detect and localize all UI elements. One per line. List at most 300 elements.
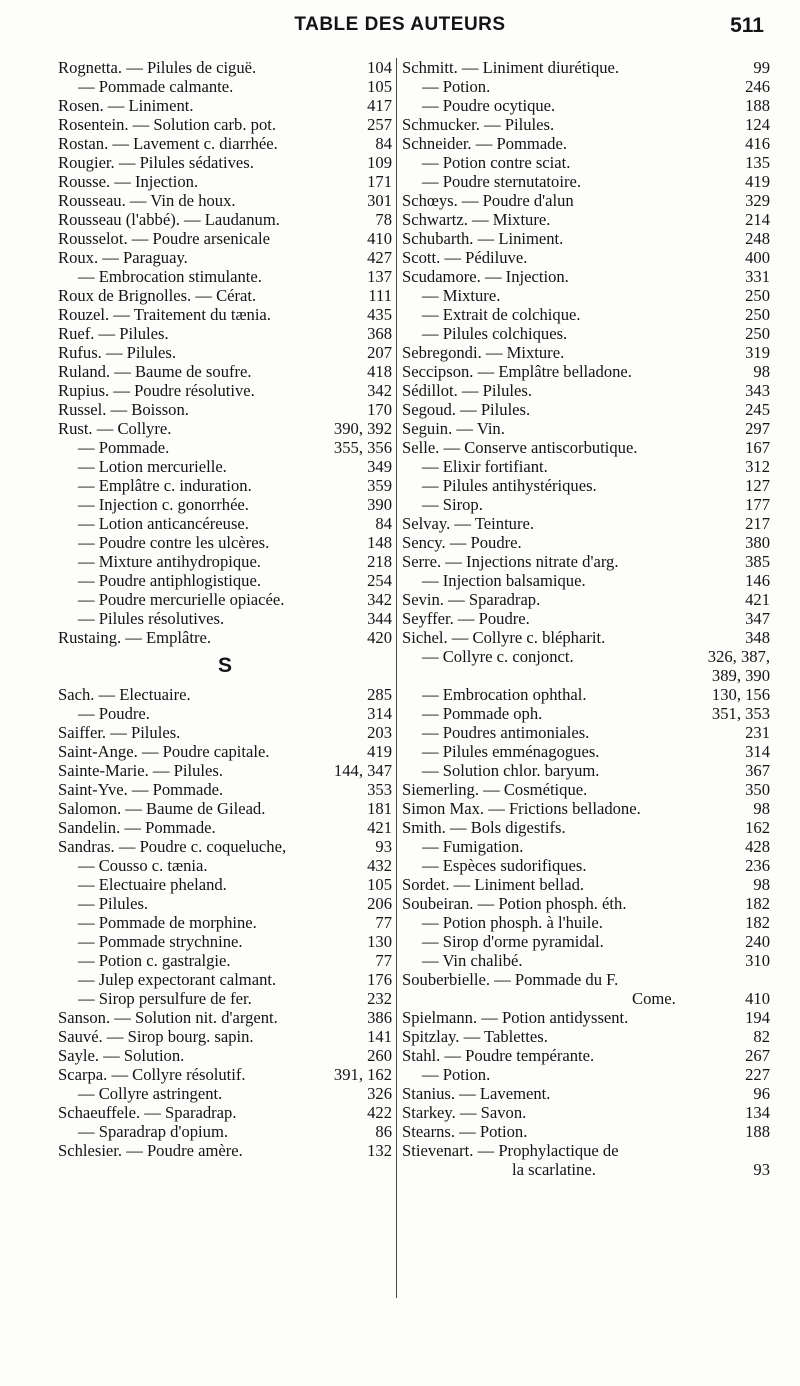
entry-text: Siemerling. — Cosmétique. xyxy=(402,780,588,799)
entry-page: 418 xyxy=(367,362,392,381)
index-entry xyxy=(402,647,770,666)
index-entry xyxy=(58,552,392,571)
entry-page: 420 xyxy=(367,628,392,647)
index-entry xyxy=(58,267,392,286)
index-entry xyxy=(58,400,392,419)
entry-page: 350 xyxy=(745,780,770,799)
entry-page: 385 xyxy=(745,552,770,571)
index-entry xyxy=(402,552,770,571)
entry-text: Sebregondi. — Mixture. xyxy=(402,343,565,362)
entry-page: 260 xyxy=(367,1046,392,1065)
entry-page: 329 xyxy=(745,191,770,210)
entry-page: 257 xyxy=(367,115,392,134)
index-entry xyxy=(402,723,770,742)
entry-page: 419 xyxy=(745,172,770,191)
index-entry xyxy=(58,77,392,96)
page-number: 511 xyxy=(730,14,764,37)
entry-page: 432 xyxy=(367,856,392,875)
entry-page: 167 xyxy=(745,438,770,457)
entry-page: 111 xyxy=(368,286,392,305)
entry-page: 98 xyxy=(753,799,770,818)
index-entry xyxy=(402,837,770,856)
index-entry xyxy=(402,153,770,172)
entry-page: 390 xyxy=(367,495,392,514)
index-entry xyxy=(402,324,770,343)
index-entry xyxy=(402,134,770,153)
entry-text: Schlesier. — Poudre amère. xyxy=(58,1141,243,1160)
entry-text: — Poudre sternutatoire. xyxy=(422,172,581,191)
entry-text: — Solution chlor. baryum. xyxy=(422,761,600,780)
entry-text: — Pilules résolutives. xyxy=(78,609,225,628)
entry-page: 78 xyxy=(375,210,392,229)
index-entry xyxy=(402,343,770,362)
entry-page: 105 xyxy=(367,77,392,96)
entry-text: Saint-Ange. — Poudre capitale. xyxy=(58,742,270,761)
entry-text: — Poudre antiphlogistique. xyxy=(78,571,261,590)
index-entry xyxy=(402,856,770,875)
index-entry xyxy=(402,362,770,381)
entry-page: 347 xyxy=(745,609,770,628)
entry-page: 355, 356 xyxy=(333,438,392,457)
index-entry xyxy=(402,1141,770,1160)
index-entry xyxy=(58,761,392,780)
entry-page: 109 xyxy=(367,153,392,172)
entry-text: Seguin. — Vin. xyxy=(402,419,505,438)
entry-text: Simon Max. — Frictions belladone. xyxy=(402,799,641,818)
index-entry xyxy=(402,381,770,400)
index-entry xyxy=(402,1046,770,1065)
section-letter: S xyxy=(217,654,232,677)
entry-page: 301 xyxy=(367,191,392,210)
entry-page: 246 xyxy=(745,77,770,96)
entry-page: 194 xyxy=(745,1008,770,1027)
index-entry xyxy=(58,343,392,362)
entry-text: Rougier. — Pilules sédatives. xyxy=(58,153,254,172)
entry-page: 236 xyxy=(745,856,770,875)
index-entry xyxy=(58,780,392,799)
index-entry xyxy=(402,457,770,476)
index-entry xyxy=(402,894,770,913)
entry-text: — Poudre. xyxy=(78,704,150,723)
entry-page: 84 xyxy=(375,134,392,153)
index-entry xyxy=(402,799,770,818)
entry-text: — Lotion anticancéreuse. xyxy=(78,514,249,533)
entry-text: — Electuaire pheland. xyxy=(78,875,227,894)
entry-text: Souberbielle. — Pommade du F. xyxy=(402,970,619,989)
index-entry xyxy=(58,210,392,229)
entry-page: 214 xyxy=(745,210,770,229)
entry-text: Schmucker. — Pilules. xyxy=(402,115,555,134)
entry-page: 421 xyxy=(745,590,770,609)
entry-page: 227 xyxy=(745,1065,770,1084)
entry-text: — Elixir fortifiant. xyxy=(422,457,548,476)
entry-text: — Embrocation stimulante. xyxy=(78,267,262,286)
index-entry xyxy=(402,666,770,685)
index-entry xyxy=(58,1065,392,1084)
entry-text: Rousseau. — Vin de houx. xyxy=(58,191,236,210)
entry-page: 422 xyxy=(367,1103,392,1122)
entry-page: 410 xyxy=(367,229,392,248)
entry-text: Sandras. — Poudre c. coqueluche, xyxy=(58,837,287,856)
index-entry xyxy=(58,58,392,77)
index-entry xyxy=(402,932,770,951)
entry-page: 130 xyxy=(367,932,392,951)
entry-text: — Potion phosph. à l'huile. xyxy=(422,913,603,932)
entry-text: Scarpa. — Collyre résolutif. xyxy=(58,1065,246,1084)
entry-text: Sédillot. — Pilules. xyxy=(402,381,532,400)
entry-page: 435 xyxy=(367,305,392,324)
index-entry xyxy=(58,590,392,609)
entry-text: — Pommade strychnine. xyxy=(78,932,243,951)
entry-page: 77 xyxy=(375,913,392,932)
entry-page: 148 xyxy=(367,533,392,552)
entry-page: 400 xyxy=(745,248,770,267)
index-entry xyxy=(58,1122,392,1141)
index-entry xyxy=(402,438,770,457)
entry-page: 421 xyxy=(367,818,392,837)
entry-text: Rognetta. — Pilules de ciguë. xyxy=(58,58,257,77)
index-entry xyxy=(402,210,770,229)
entry-page: 82 xyxy=(753,1027,770,1046)
index-entry xyxy=(58,305,392,324)
entry-text: Rufus. — Pilules. xyxy=(58,343,177,362)
entry-text: Sach. — Electuaire. xyxy=(58,685,191,704)
entry-text: Stearns. — Potion. xyxy=(402,1122,528,1141)
index-entry xyxy=(402,875,770,894)
index-entry xyxy=(58,495,392,514)
entry-text: Stahl. — Poudre tempérante. xyxy=(402,1046,595,1065)
index-entry xyxy=(402,685,770,704)
entry-text: — Pilules colchiques. xyxy=(422,324,568,343)
index-entry xyxy=(58,1027,392,1046)
index-entry xyxy=(58,932,392,951)
entry-text: — Sirop. xyxy=(422,495,483,514)
index-entry xyxy=(402,818,770,837)
entry-text: — Pommade calmante. xyxy=(78,77,234,96)
index-entry xyxy=(58,286,392,305)
entry-text: — Emplâtre c. induration. xyxy=(78,476,252,495)
entry-page: 351, 353 xyxy=(711,704,770,723)
entry-page: 326 xyxy=(367,1084,392,1103)
entry-page: 389, 390 xyxy=(711,666,770,685)
entry-text: — Poudre ocytique. xyxy=(422,96,556,115)
entry-text: Rouzel. — Traitement du tænia. xyxy=(58,305,271,324)
index-entry xyxy=(58,172,392,191)
index-entry xyxy=(58,381,392,400)
entry-text: Sordet. — Liniment bellad. xyxy=(402,875,585,894)
entry-text: Sanson. — Solution nit. d'argent. xyxy=(58,1008,278,1027)
entry-page: 314 xyxy=(367,704,392,723)
index-entry xyxy=(58,1103,392,1122)
index-entry xyxy=(402,704,770,723)
index-entry xyxy=(402,172,770,191)
entry-text: Ruef. — Pilules. xyxy=(58,324,169,343)
running-title: TABLE DES AUTEURS xyxy=(294,14,506,35)
index-entry xyxy=(58,818,392,837)
index-entry xyxy=(58,324,392,343)
index-entry xyxy=(402,1084,770,1103)
entry-page: 206 xyxy=(367,894,392,913)
entry-text: Rousselot. — Poudre arsenicale xyxy=(58,229,270,248)
entry-page: 93 xyxy=(753,1160,770,1179)
entry-text: — Lotion mercurielle. xyxy=(78,457,227,476)
entry-text: — Espèces sudorifiques. xyxy=(422,856,587,875)
index-entry xyxy=(58,1084,392,1103)
entry-page: 267 xyxy=(745,1046,770,1065)
entry-text: — Pommade de morphine. xyxy=(78,913,257,932)
entry-page: 353 xyxy=(367,780,392,799)
index-entry xyxy=(58,951,392,970)
entry-text: Ruland. — Baume de soufre. xyxy=(58,362,252,381)
entry-text: Spielmann. — Potion antidyssent. xyxy=(402,1008,629,1027)
entry-page: 250 xyxy=(745,324,770,343)
entry-text: Sandelin. — Pommade. xyxy=(58,818,216,837)
index-entry xyxy=(58,609,392,628)
index-entry xyxy=(402,1027,770,1046)
entry-text: Rostan. — Lavement c. diarrhée. xyxy=(58,134,278,153)
index-entry xyxy=(58,875,392,894)
right-column xyxy=(402,58,770,1179)
entry-page: 231 xyxy=(745,723,770,742)
entry-text: — Vin chalibé. xyxy=(422,951,523,970)
index-entry xyxy=(402,761,770,780)
entry-text: Schœys. — Poudre d'alun xyxy=(402,191,574,210)
entry-text: Schmitt. — Liniment diurétique. xyxy=(402,58,620,77)
entry-text: Sainte-Marie. — Pilules. xyxy=(58,761,223,780)
entry-page: 132 xyxy=(367,1141,392,1160)
index-entry xyxy=(402,77,770,96)
entry-text: — Sirop persulfure de fer. xyxy=(78,989,252,1008)
index-entry xyxy=(402,913,770,932)
entry-text: Russel. — Boisson. xyxy=(58,400,189,419)
entry-page: 331 xyxy=(745,267,770,286)
entry-page: 137 xyxy=(367,267,392,286)
entry-text: Sevin. — Sparadrap. xyxy=(402,590,541,609)
index-entry xyxy=(58,419,392,438)
entry-text: — Julep expectorant calmant. xyxy=(78,970,277,989)
entry-text: Smith. — Bols digestifs. xyxy=(402,818,566,837)
index-entry xyxy=(402,96,770,115)
entry-text: Roux. — Paraguay. xyxy=(58,248,188,267)
index-entry xyxy=(402,590,770,609)
index-entry xyxy=(402,989,770,1008)
entry-page: 386 xyxy=(367,1008,392,1027)
index-entry xyxy=(58,191,392,210)
entry-page: 98 xyxy=(753,875,770,894)
index-entry xyxy=(402,742,770,761)
index-entry xyxy=(402,1103,770,1122)
entry-text: Seyffer. — Poudre. xyxy=(402,609,530,628)
index-entry xyxy=(58,248,392,267)
entry-text: Schwartz. — Mixture. xyxy=(402,210,551,229)
entry-text: Stievenart. — Prophylactique de xyxy=(402,1141,619,1160)
index-entry xyxy=(58,115,392,134)
entry-text: Selvay. — Teinture. xyxy=(402,514,535,533)
entry-page: 359 xyxy=(367,476,392,495)
entry-page: 343 xyxy=(745,381,770,400)
entry-text: Schaeuffele. — Sparadrap. xyxy=(58,1103,237,1122)
entry-page: 254 xyxy=(367,571,392,590)
entry-text: Schneider. — Pommade. xyxy=(402,134,567,153)
index-entry xyxy=(402,495,770,514)
entry-text: — Sirop d'orme pyramidal. xyxy=(422,932,604,951)
page-header xyxy=(0,14,800,48)
index-entry xyxy=(402,609,770,628)
entry-page: 240 xyxy=(745,932,770,951)
entry-text: Serre. — Injections nitrate d'arg. xyxy=(402,552,619,571)
index-entry xyxy=(58,457,392,476)
entry-page: 182 xyxy=(745,894,770,913)
entry-text: Rosentein. — Solution carb. pot. xyxy=(58,115,277,134)
index-entry xyxy=(58,134,392,153)
entry-page: 390, 392 xyxy=(333,419,392,438)
index-entry xyxy=(58,96,392,115)
entry-text: Saiffer. — Pilules. xyxy=(58,723,181,742)
entry-text: Scott. — Pédiluve. xyxy=(402,248,528,267)
entry-text: — Pommade. xyxy=(78,438,170,457)
entry-text: Sayle. — Solution. xyxy=(58,1046,185,1065)
entry-page: 326, 387, xyxy=(707,647,770,666)
entry-text: Rust. — Collyre. xyxy=(58,419,172,438)
entry-page: 368 xyxy=(367,324,392,343)
entry-text: Scudamore. — Injection. xyxy=(402,267,569,286)
entry-text: Rousseau (l'abbé). — Laudanum. xyxy=(58,210,280,229)
index-entry xyxy=(58,1008,392,1027)
entry-page: 170 xyxy=(367,400,392,419)
entry-text: — Potion c. gastralgie. xyxy=(78,951,231,970)
index-entry xyxy=(402,951,770,970)
entry-text: — Potion. xyxy=(422,77,491,96)
entry-page: 217 xyxy=(745,514,770,533)
index-entry xyxy=(58,438,392,457)
entry-page: 416 xyxy=(745,134,770,153)
index-entry xyxy=(402,58,770,77)
entry-page: 344 xyxy=(367,609,392,628)
entry-text: — Collyre c. conjonct. xyxy=(422,647,574,666)
entry-text: Segoud. — Pilules. xyxy=(402,400,531,419)
index-entry xyxy=(402,476,770,495)
entry-page: 342 xyxy=(367,590,392,609)
entry-page: 135 xyxy=(745,153,770,172)
index-entry xyxy=(402,267,770,286)
column-divider xyxy=(396,58,397,1298)
entry-page: 104 xyxy=(367,58,392,77)
entry-text: Spitzlay. — Tablettes. xyxy=(402,1027,548,1046)
entry-page: 319 xyxy=(745,343,770,362)
entry-text: — Mixture antihydropique. xyxy=(78,552,261,571)
entry-page: 146 xyxy=(745,571,770,590)
index-entry xyxy=(402,1160,770,1179)
entry-page: 391, 162 xyxy=(333,1065,392,1084)
entry-page: 176 xyxy=(367,970,392,989)
entry-page: 207 xyxy=(367,343,392,362)
entry-text: Roux de Brignolles. — Cérat. xyxy=(58,286,257,305)
index-entry xyxy=(58,571,392,590)
index-entry xyxy=(58,514,392,533)
index-entry xyxy=(402,1008,770,1027)
index-entry xyxy=(58,362,392,381)
entry-text: — Poudres antimoniales. xyxy=(422,723,590,742)
index-entry xyxy=(402,115,770,134)
index-entry xyxy=(402,229,770,248)
entry-text: Seccipson. — Emplâtre belladone. xyxy=(402,362,632,381)
entry-text: Starkey. — Savon. xyxy=(402,1103,527,1122)
entry-page: 428 xyxy=(745,837,770,856)
entry-text: — Extrait de colchique. xyxy=(422,305,581,324)
entry-text: Come. xyxy=(632,989,676,1008)
entry-page: 181 xyxy=(367,799,392,818)
index-entry xyxy=(402,305,770,324)
index-entry xyxy=(402,248,770,267)
entry-page: 188 xyxy=(745,1122,770,1141)
entry-page: 188 xyxy=(745,96,770,115)
index-entry xyxy=(402,286,770,305)
entry-page: 93 xyxy=(375,837,392,856)
entry-text: Sichel. — Collyre c. blépharit. xyxy=(402,628,606,647)
index-entry xyxy=(58,685,392,704)
entry-page: 177 xyxy=(745,495,770,514)
entry-page: 297 xyxy=(745,419,770,438)
entry-text: Rustaing. — Emplâtre. xyxy=(58,628,212,647)
index-entry xyxy=(402,514,770,533)
index-entry xyxy=(402,780,770,799)
index-entry xyxy=(402,533,770,552)
index-entry xyxy=(58,1141,392,1160)
entry-page: 419 xyxy=(367,742,392,761)
index-entry xyxy=(58,1046,392,1065)
entry-page: 310 xyxy=(745,951,770,970)
entry-page: 84 xyxy=(375,514,392,533)
entry-page: 248 xyxy=(745,229,770,248)
index-entry xyxy=(402,628,770,647)
entry-text: Rousse. — Injection. xyxy=(58,172,199,191)
entry-text: — Injection c. gonorrhée. xyxy=(78,495,249,514)
index-entry xyxy=(58,229,392,248)
entry-page: 380 xyxy=(745,533,770,552)
index-entry xyxy=(58,970,392,989)
index-entry xyxy=(58,704,392,723)
entry-page: 141 xyxy=(367,1027,392,1046)
index-entry xyxy=(402,191,770,210)
entry-text: — Cousso c. tænia. xyxy=(78,856,208,875)
entry-text: — Mixture. xyxy=(422,286,501,305)
entry-page: 427 xyxy=(367,248,392,267)
entry-text: — Injection balsamique. xyxy=(422,571,586,590)
entry-page: 96 xyxy=(753,1084,770,1103)
entry-page: 144, 347 xyxy=(333,761,392,780)
entry-text: la scarlatine. xyxy=(512,1160,596,1179)
entry-text: Sency. — Poudre. xyxy=(402,533,522,552)
entry-page: 98 xyxy=(753,362,770,381)
entry-page: 182 xyxy=(745,913,770,932)
entry-text: — Embrocation ophthal. xyxy=(422,685,587,704)
entry-page: 232 xyxy=(367,989,392,1008)
entry-page: 312 xyxy=(745,457,770,476)
index-entry xyxy=(402,970,770,989)
entry-page: 285 xyxy=(367,685,392,704)
index-entry xyxy=(58,628,392,647)
entry-text: — Pilules emménagogues. xyxy=(422,742,600,761)
index-entry xyxy=(58,476,392,495)
entry-page: 171 xyxy=(367,172,392,191)
entry-page: 162 xyxy=(745,818,770,837)
entry-text: — Poudre contre les ulcères. xyxy=(78,533,270,552)
entry-text: Stanius. — Lavement. xyxy=(402,1084,551,1103)
index-entry xyxy=(402,1122,770,1141)
entry-text: — Potion contre sciat. xyxy=(422,153,571,172)
entry-text: — Sparadrap d'opium. xyxy=(78,1122,229,1141)
entry-text: — Potion. xyxy=(422,1065,491,1084)
